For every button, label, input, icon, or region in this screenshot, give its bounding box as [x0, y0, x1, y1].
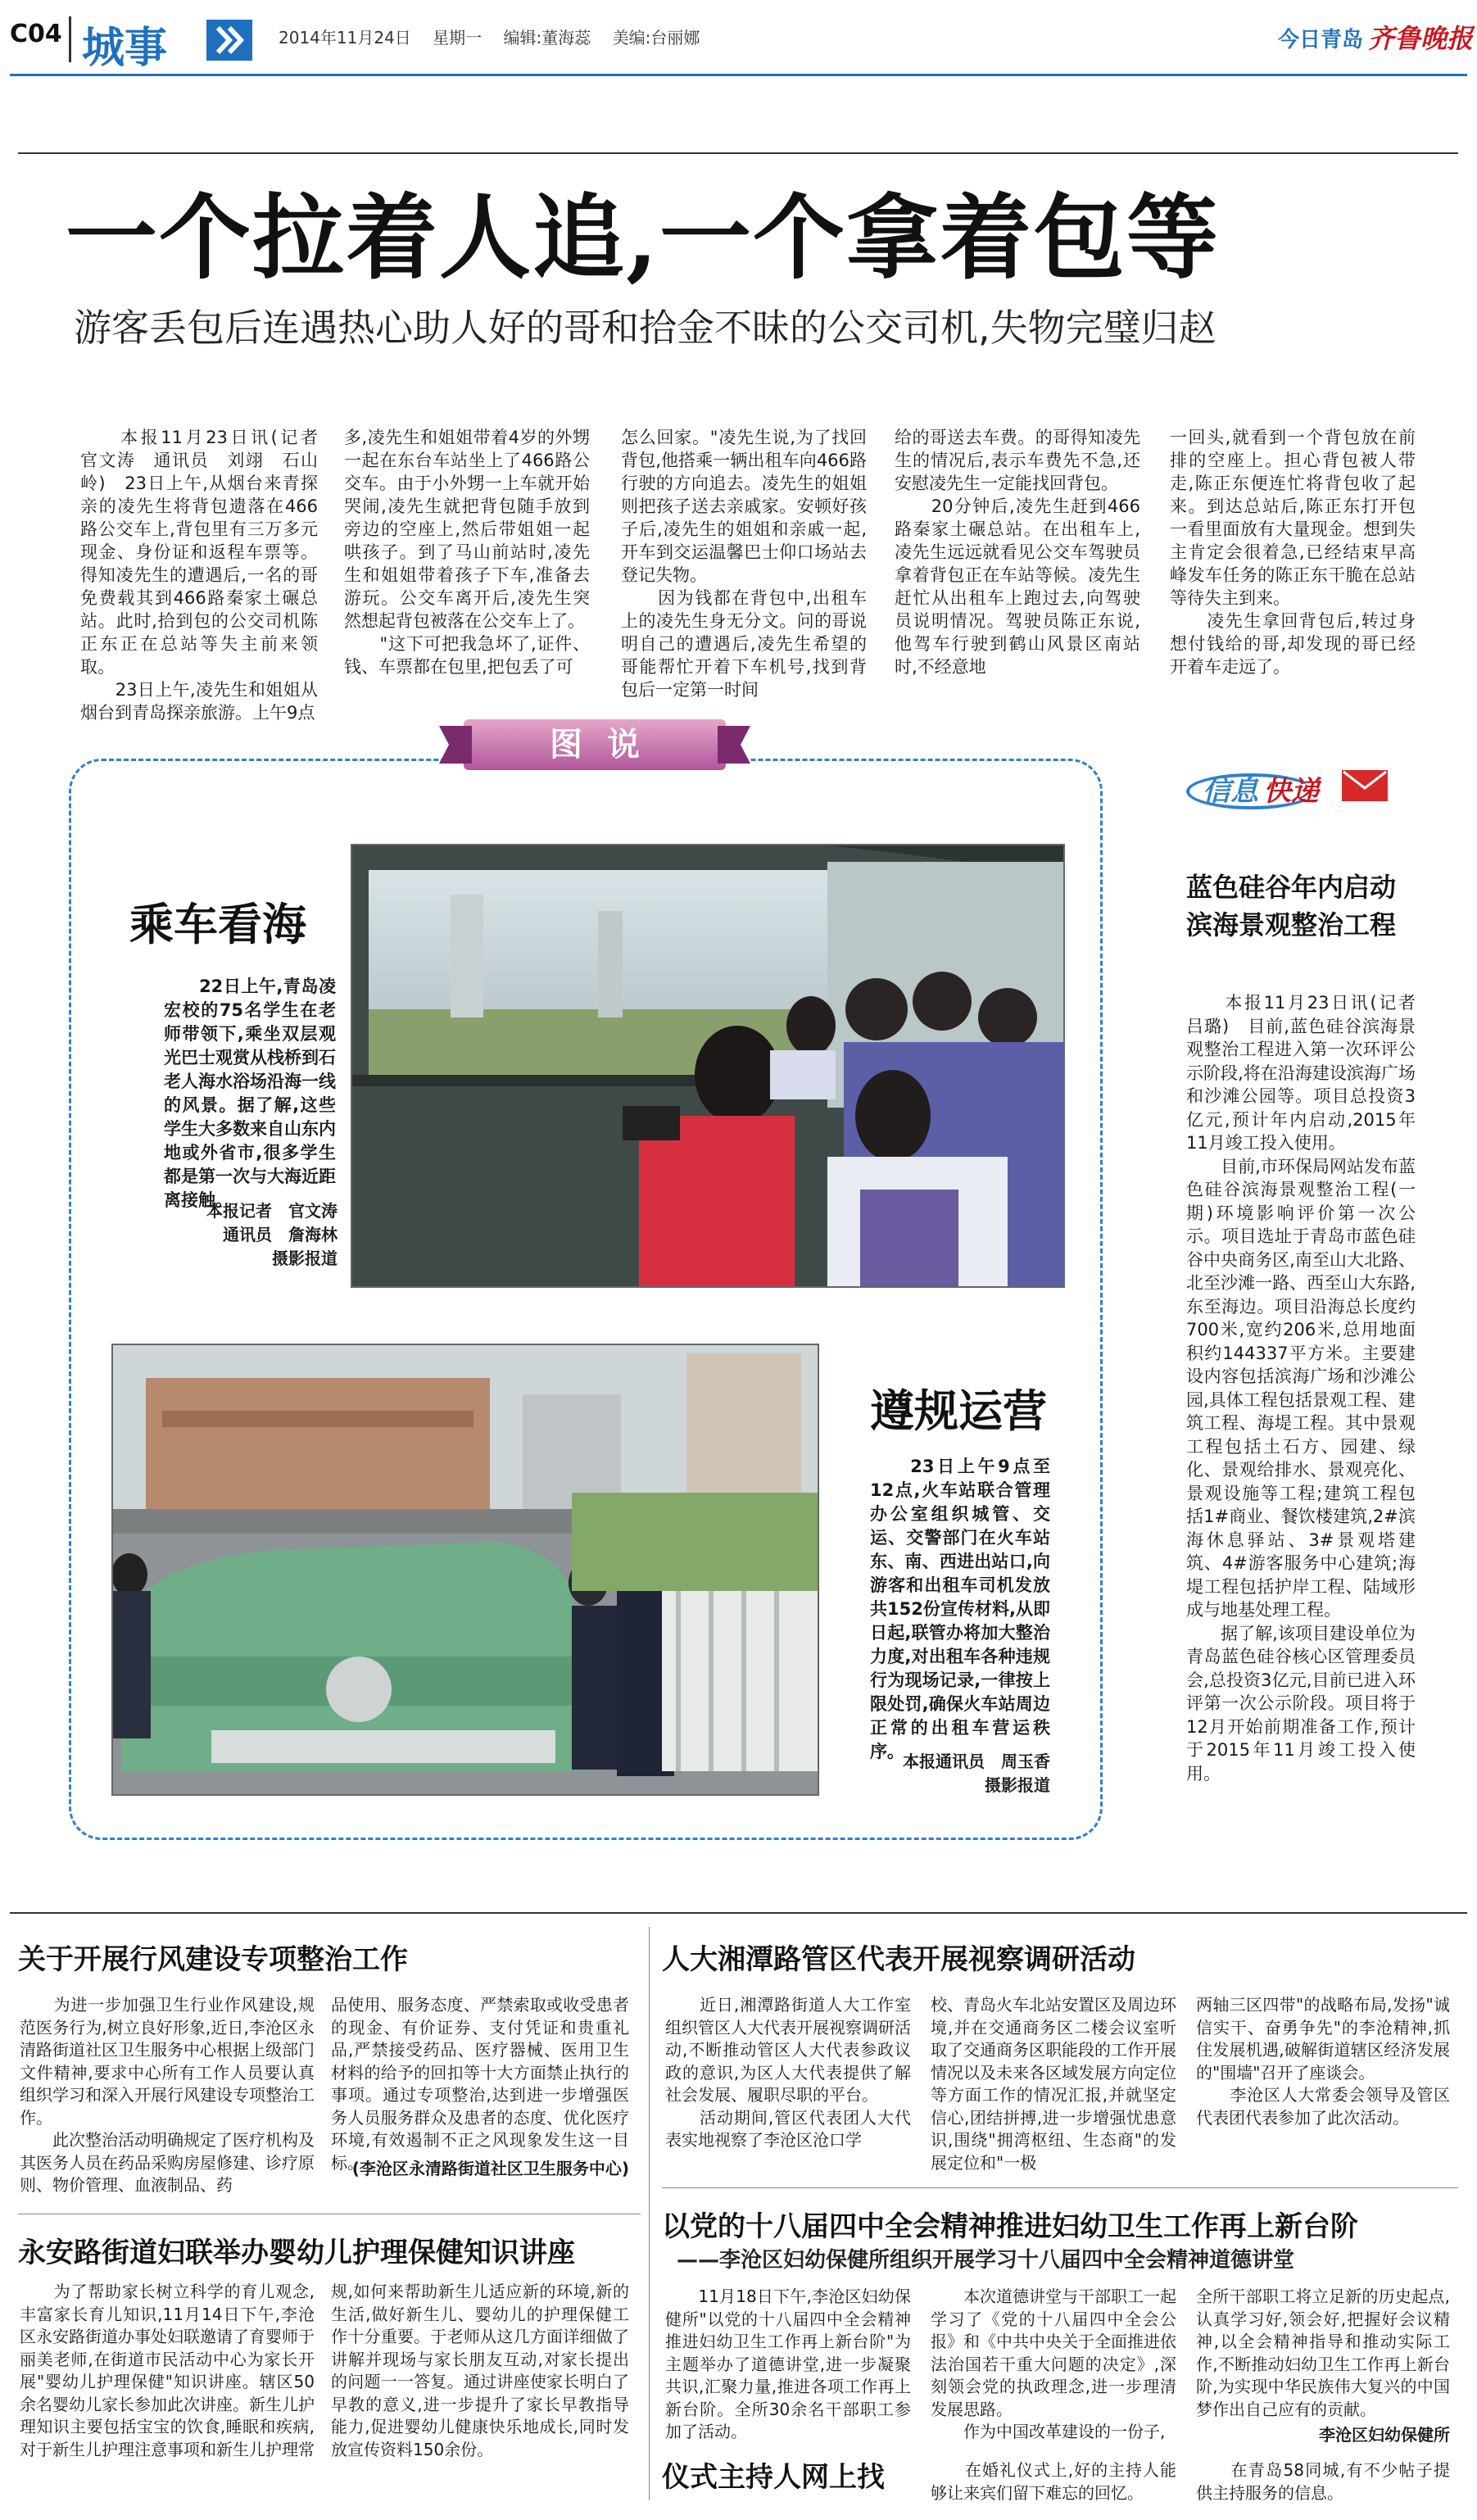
tushuo-badge [464, 708, 726, 783]
article-host-col-3: 在青岛58同城,有不少帖子提供主持服务的信息。 [1196, 2460, 1450, 2503]
designer: 美编:台丽娜 [612, 28, 700, 48]
header-divider [69, 16, 71, 62]
article-infant-col-2: 规,如何来帮助新生儿适应新的环境,新的生活,做好新生儿、婴幼儿的护理保健工作十分重要。于老师从这几方面详细做了讲解并现场与家长朋友互动,对家长提出的问题一一答复。通过讲座使家长明白了早教的意义,进一步提升了家长早教指导能力,促进婴幼儿健康快乐地成长,同时发放宣传资料150余份。 [331, 2282, 629, 2459]
story-column-2: 多,凌先生和姐姐带着4岁的外甥一起在东台车站坐上了466路公交车。由于小外甥一上车就开始哭闹,凌先生就把背包随手放到旁边的空座上,然后带姐姐一起哄孩子。到了马山前站时,凌先生和姐姐带着孩子下车,准备去游玩。公交车离开后,凌先生突然想起背包被落在公交车上了。 "这下可把我急坏了,证件、钱、车票都在包里,把包丢了可 [344, 428, 590, 677]
article-integrity-col-1: 为进一步加强卫生行业作风建设,规范医务行为,树立良好形象,近日,李沧区永清路街道社区卫生服务中心根据上级部门文件精神,要求中心所有工作人员要认真组织学习和深入开展行风建设专项整治工作。 此次整治活动明确规定了医疗机构及其医务人员在药品采购房屋修建、诊疗原则、物价管理、血液制品、药 [20, 1995, 315, 2195]
issue-date: 2014年11月24日 [279, 28, 411, 48]
photo-title-sea-trip: 乘车看海 [129, 898, 306, 950]
photo-caption-sea-trip: 22日上午,青岛凌宏校的75名学生在老师带领下,乘坐双层观光巴士观赏从栈桥到石老人海水浴场沿海一线的风景。据了解,这些学生大多数来自山东内地或外省市,很多学生都是第一次与大海近距离接触。 [164, 977, 336, 1210]
article-integrity-col-2: 品使用、服务态度、严禁索取或收受患者的现金、有价证券、支付凭证和贵重礼品,严禁接受药品、医疗器械、医用卫生材料的给予的回扣等十大方面禁止执行的事项。通过专项整治,达到进一步增强医务人员服务群众及患者的态度、优化医疗环境,有效遏制不正之风现象发生这一目标。 [331, 1995, 629, 2173]
article-subtitle-maternal-health: ——李沧区妇幼保健所组织开展学习十八届四中全会精神道德讲堂 [677, 2248, 1295, 2273]
article-integrity-credit: (李沧区永清路街道社区卫生服务中心) [351, 2159, 629, 2178]
bottom-right-mid-rule [662, 2187, 1458, 2188]
story-column-4: 给的哥送去车费。的哥得知凌先生的情况后,表示车费先不急,还安慰凌先生一定能找回背包。 20分钟后,凌先生赶到466路秦家土碾总站。在出租车上,凌先生远远就看见公交车驾驶员拿着背包正在车站等候。凌先生赶忙从出租车上跑过去,向驾驶员说明情况。驾驶员陈正东说,他驾车行驶到鹤山风景区南站时,不经意地 [895, 428, 1140, 677]
article-npc-col-2: 校、青岛火车北站安置区及周边环境,并在交通商务区二楼会议室听取了交通商务区职能段的工作开展情况以及未来各区域发展方向定位等方面工作的情况汇报,并就坚定信心,团结拼搏,进一步增强忧患意识,围绕"拥湾枢纽、生态商"的发展定位和"一极 [931, 1995, 1176, 2173]
article-host-col-2: 在婚礼仪式上,好的主持人能够让来宾们留下难忘的回忆。 [931, 2460, 1176, 2503]
article-infant-col-1: 为了帮助家长树立科学的育儿观念,丰富家长育儿知识,11月14日下午,李沧区永安路街道办事处妇联邀请了育婴师于丽美老师,在街道市民活动中心为家长开展"婴幼儿护理保健"知识讲座。辖区50余名婴幼儿家长参加此次讲座。新生儿护理知识主要包括宝宝的饮食,睡眠和疾病,对于新生儿护理注意事项和新生儿护理常 [20, 2282, 315, 2459]
article-title-maternal-health: 以党的十八届四中全会精神推进妇幼卫生工作再上新台阶 [662, 2210, 1358, 2243]
article-maternal-col-2: 本次道德讲堂与干部职工一起学习了《党的十八届四中全会公报》和《中共中央关于全面推进依法治国若干重大问题的决定》,深刻领会党的执政理念,进一步理清发展思路。 作为中国改革建设的一份子, [931, 2287, 1176, 2441]
article-maternal-col-1: 11月18日下午,李沧区妇幼保健所"以党的十八届四中全会精神推进妇幼卫生工作再上新台阶"为主题举办了道德讲堂,进一步凝聚共识,汇聚力量,推进各项工作再上新台阶。全所30余名干部职工参加了活动。 [665, 2287, 911, 2441]
tushuo-label: 图说 [550, 726, 664, 764]
subheadline: 游客丢包后连遇热心助人好的哥和拾金不昧的公交司机,失物完璧归赵 [74, 306, 1216, 350]
story-column-5: 一回头,就看到一个背包放在前排的空座上。担心背包被人带走,陈正东便连忙将背包收了起来。到达总站后,陈正东打开包一看里面放有大量现金。想到失主肯定会很着急,已经结束早高峰发车任务的陈正东干脆在总站等待失主到来。 凌先生拿回背包后,转过身想付钱给的哥,却发现的哥已经开着车走远了。 [1170, 428, 1416, 677]
photo-taxi-inspection [111, 1344, 819, 1796]
article-title-npc-inspection: 人大湘潭路管区代表开展视察调研活动 [662, 1943, 1135, 1976]
article-title-infant-care: 永安路街道妇联举办婴幼儿护理保健知识讲座 [18, 2237, 575, 2269]
envelope-icon [1342, 770, 1388, 801]
bus-photo-illustration [352, 845, 1063, 1286]
header-meta [279, 25, 700, 48]
express-logo [1186, 762, 1399, 811]
photo-credit-sea-trip: 本报记者 官文涛 通讯员 詹海林 摄影报道 [206, 1201, 338, 1268]
photo-credit-taxi-rules: 本报通讯员 周玉香 摄影报道 [903, 1752, 1050, 1795]
article-title-host-online: 仪式主持人网上找 [662, 2461, 885, 2494]
brand-logo: 齐鲁晚报 [1368, 23, 1474, 54]
editor: 编辑:董海蕊 [503, 28, 591, 48]
article-maternal-col-3: 全所干部职工将立足新的历史起点,认真学习好,领会好,把握好会议精神,以全会精神指导和推动实际工作,不断推动妇幼卫生工作再上新台阶,为实现中华民族伟大复兴的中国梦作出自己应有的贡献。 [1196, 2287, 1450, 2419]
headline: 一个拉着人追,一个拿着包等 [66, 184, 1220, 292]
header-rule [10, 74, 1467, 76]
bottom-top-rule [10, 1912, 1467, 1914]
headline-top-rule [18, 152, 1458, 154]
photo-title-taxi-rules: 遵规运营 [870, 1385, 1047, 1437]
channel-name: 今日青岛 [1278, 28, 1364, 52]
express-logo-a: 信息 [1203, 775, 1258, 808]
article-npc-col-3: 两轴三区四带"的战略布局,发扬"诚信实干、奋勇争先"的李沧精神,抓住发展机遇,破解街道辖区经济发展的"围墙"召开了座谈会。 李沧区人大常委会领导及管区代表团代表参加了此次活动。 [1196, 1995, 1450, 2128]
main-story [0, 147, 1477, 737]
story-column-3: 怎么回家。"凌先生说,为了找回背包,他搭乘一辆出租车向466路行驶的方向追去。凌先生的姐姐则把孩子送去亲戚家。安顿好孩子后,凌先生的姐姐和亲戚一起,开车到交运温馨巴士仰口场站去登记失物。 因为钱都在背包中,出租车上的凌先生身无分文。问的哥说明自己的遭遇后,凌先生希望的哥能帮忙开着下车机号,找到背包后一定第一时间 [621, 428, 867, 700]
page-number: C04 [10, 20, 62, 48]
article-maternal-credit: 李沧区妇幼保健所 [1319, 2425, 1450, 2445]
bottom-column-divider [649, 1927, 650, 2500]
photo-caption-taxi-rules: 23日上午9点至12点,火车站联合管理办公室组织城管、交运、交警部门在火车站东、南、西进出站口,向游客和出租车司机发放共152份宣传材料,从即日起,联管办将加大整治力度,对出租车各种违规行为现场记录,一律按上限处罚,确保火车站周边正常的出租车营运秩序。 [870, 1457, 1050, 1761]
section-arrow-icon [206, 20, 252, 61]
express-logo-b: 快递 [1263, 775, 1319, 808]
express-title: 蓝色硅谷年内启动 滨海景观整治工程 [1186, 872, 1397, 940]
issue-weekday: 星期一 [433, 28, 483, 48]
article-title-integrity: 关于开展行风建设专项整治工作 [18, 1943, 408, 1976]
story-column-1: 本报11月23日讯(记者 官文涛 通讯员 刘翊 石山岭) 23日上午,从烟台来青探亲的凌先生将背包遗落在466路公交车上,背包里有三万多元现金、身份证和返程车票等。得知凌先生的遭遇后,一名的哥免费载其到466路秦家土碾总站。此时,拾到包的公交司机陈正东正在总站等失主前来领取。 23日上午,凌先生和姐姐从烟台到青岛探亲旅游。上午9点 [80, 428, 318, 723]
taxi-photo-illustration [113, 1345, 818, 1794]
photo-bus-students [351, 844, 1065, 1288]
article-npc-col-1: 近日,湘潭路街道人大工作室组织管区人大代表开展视察调研活动,不断推动管区人大代表参政议政的意识,为区人大代表提供了解社会发展、履职尽职的平台。 活动期间,管区代表团人大代表实地视察了李沧区沧口学 [665, 1995, 911, 2150]
section-name: 城事 [82, 24, 168, 73]
masthead [0, 0, 1477, 82]
express-body: 本报11月23日讯(记者 吕璐) 目前,蓝色硅谷滨海景观整治工程进入第一次环评公示阶段,将在沿海建设滨海广场和沙滩公园等。项目总投资3亿元,预计年内启动,2015年11月竣工投入使用。 目前,市环保局网站发布蓝色硅谷滨海景观整治工程(一期)环境影响评价第一次公示。项目选址于青岛市蓝色硅谷中央商务区,南至山大北路、北至沙滩一路、西至山大东路,东至海边。项目沿海总长度约700米,宽约206米,总用地面积约144337平方米。主要建设内容包括滨海广场和沙滩公园,具体工程包括景观工程、建筑工程、海堤工程。其中景观工程包括土石方、园建、绿化、景观给排水、景观亮化、景观设施等工程;建筑工程包括1#商业、餐饮楼建筑,2#滨海休息驿站、3#景观塔建筑、4#游客服务中心建筑;海堤工程包括护岸工程、陆域形成与地基处理工程。 据了解,该项目建设单位为青岛蓝色硅谷核心区管理委员会,总投资3亿元,目前已进入环评第一次公示阶段。项目将于12月开始前期准备工作,预计于2015年11月竣工投入使用。 [1186, 993, 1416, 1783]
